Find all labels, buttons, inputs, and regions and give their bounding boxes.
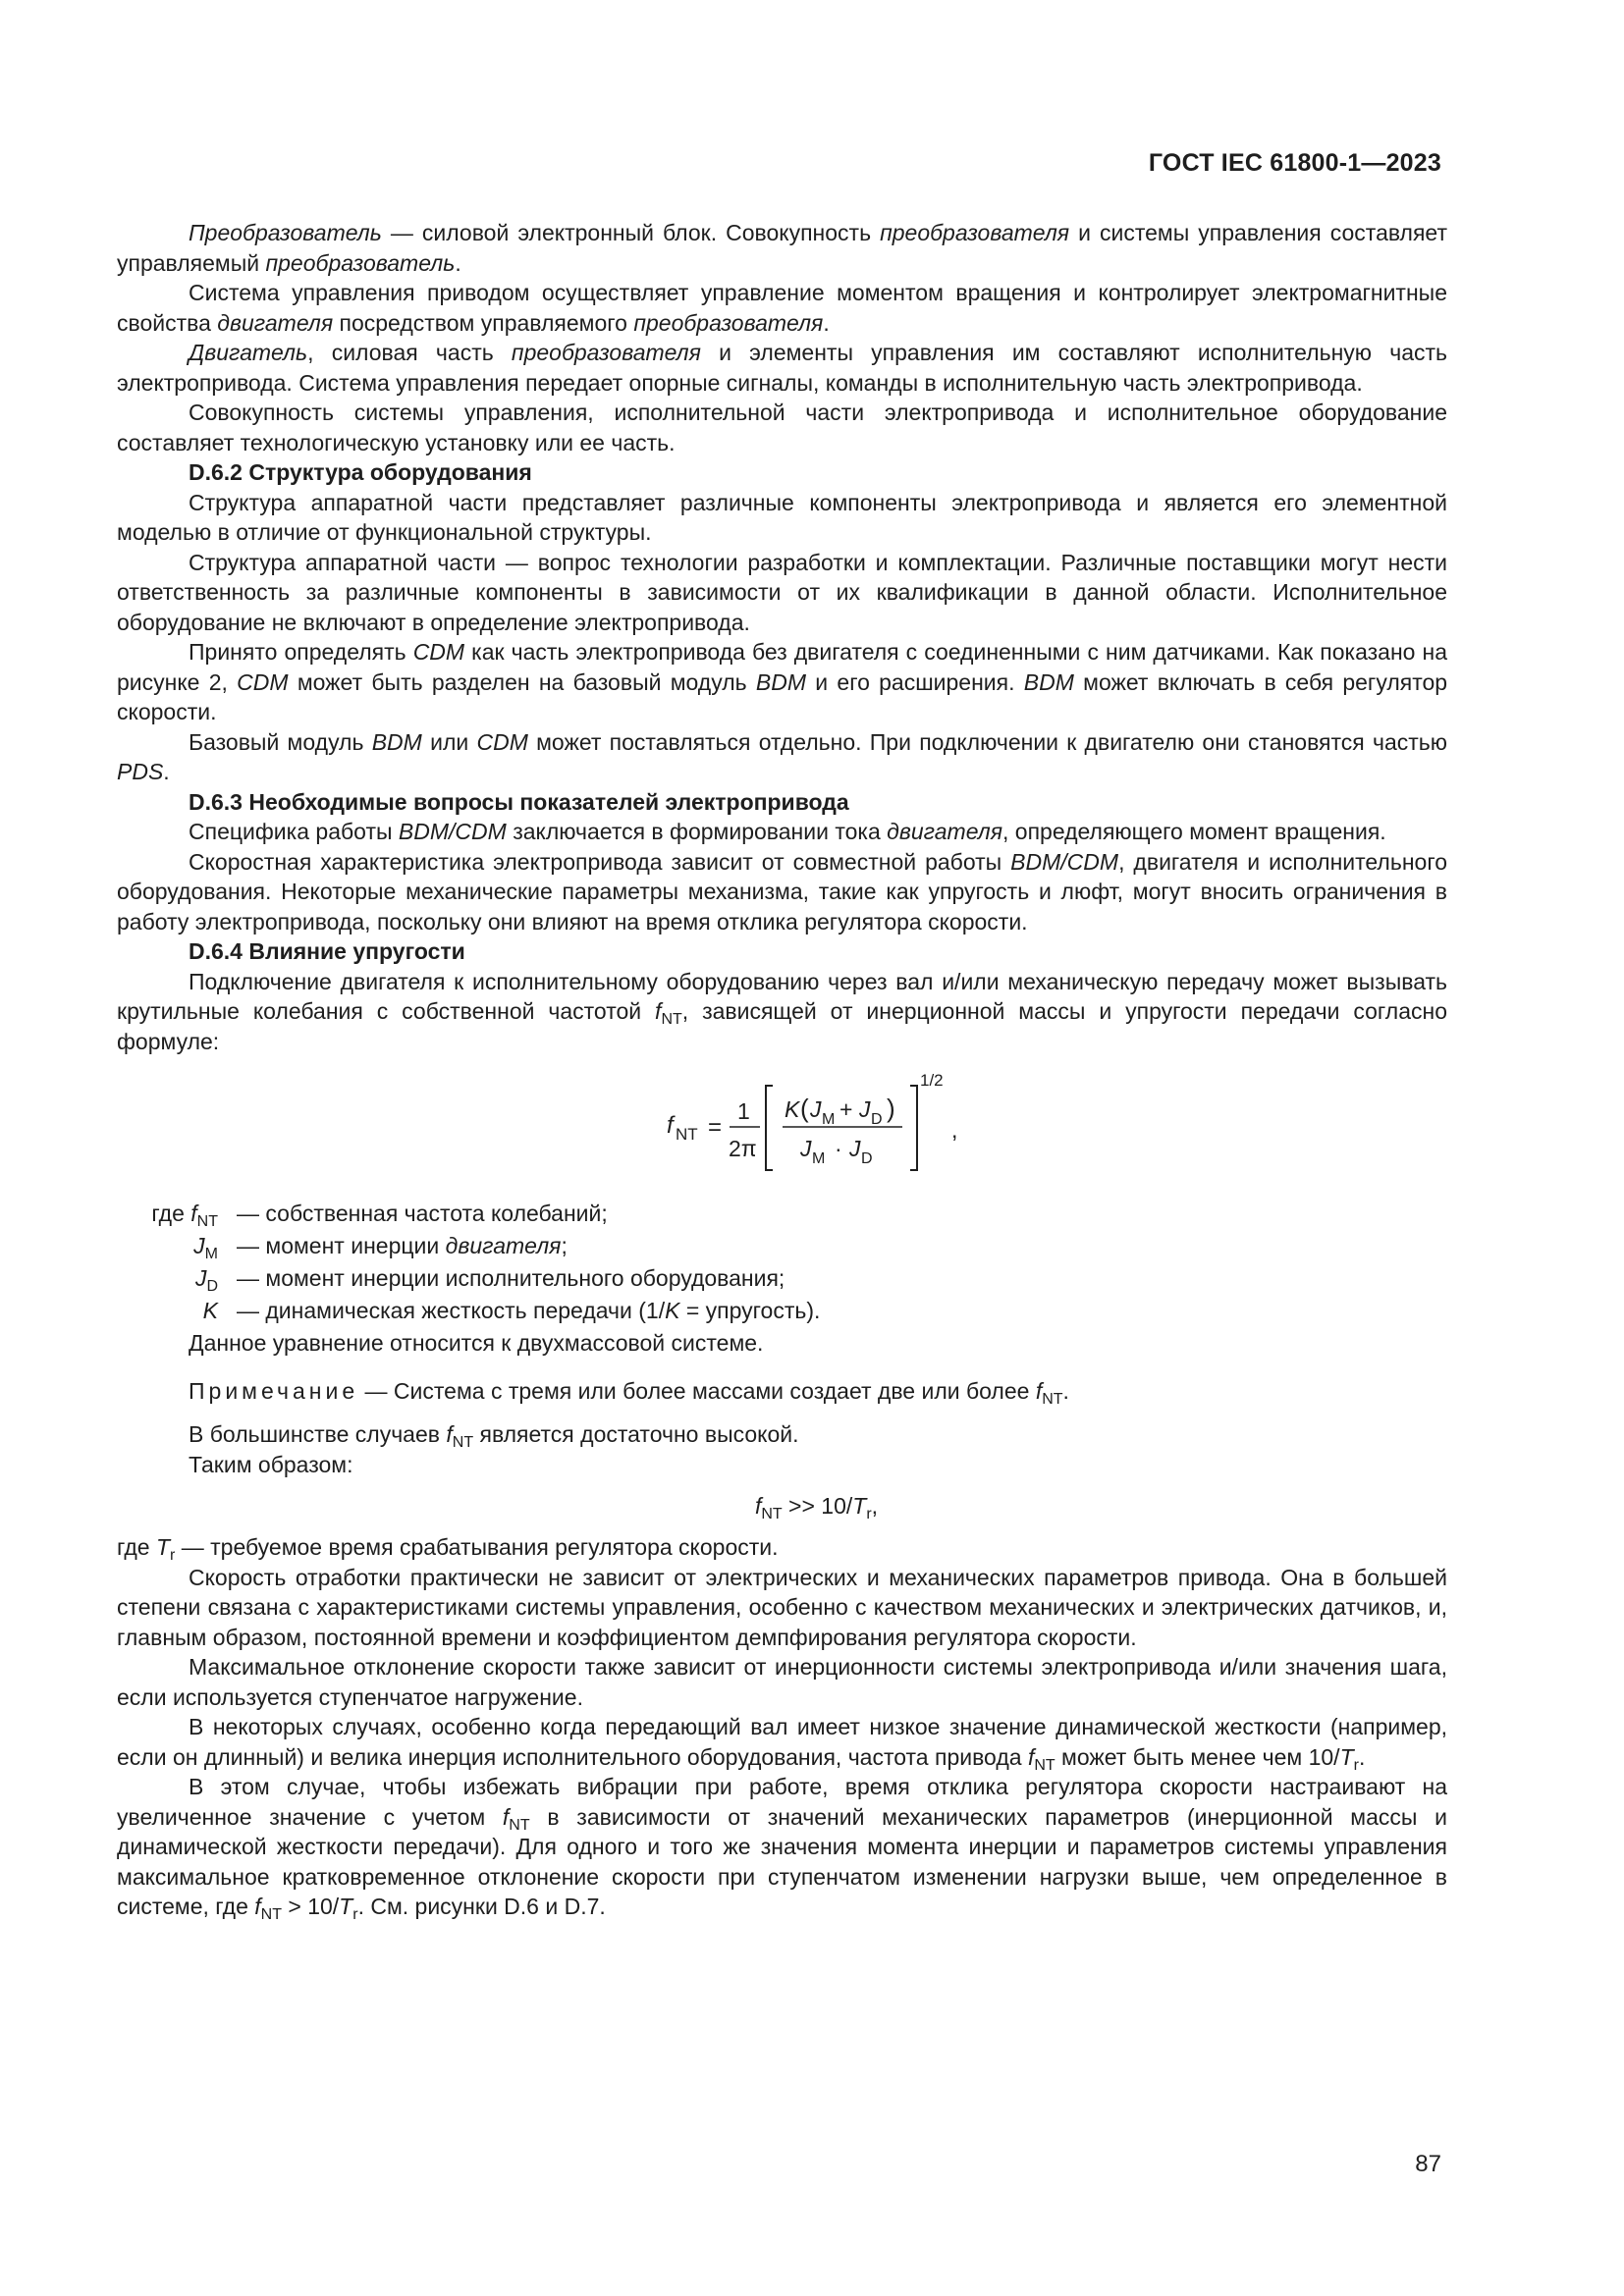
svg-text:M: M — [822, 1111, 836, 1128]
page-number: 87 — [1415, 2151, 1441, 2177]
paragraph: Таким образом: — [189, 1451, 353, 1477]
svg-text:J: J — [859, 1096, 871, 1122]
svg-text:J: J — [810, 1096, 822, 1122]
paragraph: Структура аппаратной части представляет различные компоненты электропривода и является его элементной моделью в отличие от функциональной структуры. — [117, 489, 1447, 545]
paragraph: Система управления приводом осуществляет управление моментом вращения и контролирует электромагнитные свойства двигателя посредством управляемого преобразователя. — [117, 280, 1447, 336]
section-heading: D.6.4 Влияние упругости — [189, 938, 465, 964]
document-header: ГОСТ IEC 61800-1—2023 — [1148, 149, 1441, 177]
formula-f: f — [667, 1112, 674, 1139]
svg-text:D: D — [861, 1150, 873, 1167]
paragraph: Базовый модуль BDM или CDM может поставляться отдельно. При подключении к двигателю они становятся частью PDS. — [117, 728, 1448, 784]
svg-text:M: M — [812, 1150, 826, 1167]
paragraph: Данное уравнение относится к двухмассовой системе. — [189, 1330, 764, 1356]
paragraph: Специфика работы BDM/CDM заключается в формировании тока двигателя, определяющего момент вращения. — [189, 819, 1386, 844]
svg-text:J: J — [800, 1136, 812, 1161]
paragraph: В этом случае, чтобы избежать вибрации при работе, время отклика регулятора скорости настраивают на увеличенное значение с учетом $f_{NT}$ в зависимости от значений механических параметров (инерционной массы и динамической жесткости передачи). Для одного и того же значения момента инерции и параметров системы управления максимальное кратковременное отклонение скорости при ступенчатом изменении нагрузки выше, чем определенное в системе, где $f_{NT} > 10/T_r$. См. рисунки D.6 и D.7. — [117, 1774, 1448, 1923]
svg-text:=: = — [708, 1114, 723, 1141]
definition-row: $J_D$ — момент инерции исполнительного оборудования; — [194, 1265, 785, 1295]
formula-svg — [627, 1064, 1040, 1187]
formula-nt: NT — [676, 1125, 698, 1144]
section-heading: D.6.2 Структура оборудования — [189, 459, 532, 485]
paragraph: Максимальное отклонение скорости также зависит от инерционности системы электропривода и/или значения шага, если используется ступенчатое нагружение. — [117, 1654, 1447, 1710]
paragraph: Принято определять CDM как часть электропривода без двигателя с соединенными с ним датчиками. Как показано на рисунке 2, CDM может быть разделен на базовый модуль BDM и его расширения. BDM может включать в себя регулятор скорости. — [117, 639, 1448, 724]
svg-text:,: , — [951, 1117, 958, 1143]
formula-definitions — [117, 1199, 1447, 1328]
paragraph: Скоростная характеристика электропривода зависит от совместной работы BDM/CDM, двигателя и исполнительного оборудования. Некоторые механические параметры механизма, такие как упругость и люфт, могут вносить ограничения в работу электропривода, поскольку они влияют на время отклика регулятора скорости. — [117, 848, 1448, 934]
paragraph: В большинстве случаев $f_{NT}$ является достаточно высокой. — [189, 1421, 799, 1451]
formula-two-pi: 2π — [729, 1136, 757, 1161]
paragraph: В некоторых случаях, особенно когда передающий вал имеет низкое значение динамической жесткости (например, если он длинный) и велика инерция исполнительного оборудования, частота привода $f_{NT}$ может быть менее чем $10/T_r$. — [117, 1714, 1447, 1774]
formula-one: 1 — [737, 1098, 750, 1124]
paragraph: Двигатель, силовая часть преобразователя и элементы управления им составляют исполнительную часть электропривода. Система управления передает опорные сигналы, команды в исполнительную часть электропривода. — [117, 340, 1448, 396]
svg-text:J: J — [849, 1136, 861, 1161]
note: Примечание — Система с тремя или более массами создает две или более $f_{NT}$. — [189, 1377, 1069, 1408]
paragraph: Скорость отработки практически не зависит от электрических и механических параметров привода. Она в большей степени связана с характеристиками системы управления, особенно с качеством механических и электрических датчиков, и, главным образом, постоянной времени и коэффициентом демпфирования регулятора скорости. — [117, 1564, 1447, 1650]
svg-text:K: K — [785, 1096, 800, 1122]
definition-row: K — динамическая жесткость передачи (1/K = упругость). — [202, 1298, 821, 1323]
formula-exponent: 1/2 — [920, 1071, 944, 1090]
document-body — [117, 218, 1447, 1922]
definition-row: $J_M$ — момент инерции двигателя; — [193, 1233, 568, 1262]
paragraph: где $T_r$ — требуемое время срабатывания регулятора скорости. — [117, 1534, 779, 1564]
inequality-formula: $f_{NT} >> 10/T_r$, — [754, 1493, 879, 1522]
paragraph: Подключение двигателя к исполнительному оборудованию через вал и/или механическую передачу может вызывать крутильные колебания с собственной частотой $f_{NT}$, зависящей от инерционной массы и упругости передачи согласно формуле: — [117, 968, 1447, 1054]
paragraph: Преобразователь — силовой электронный блок. Совокупность преобразователя и системы управления составляет управляемый преобразователь. — [117, 220, 1447, 276]
svg-text:(: ( — [800, 1094, 809, 1123]
svg-text:+: + — [839, 1096, 853, 1122]
section-heading: D.6.3 Необходимые вопросы показателей электропривода — [189, 788, 849, 815]
svg-text:): ) — [887, 1094, 895, 1123]
natural-frequency-formula — [117, 1064, 1447, 1187]
paragraph: Структура аппаратной части — вопрос технологии разработки и комплектации. Различные поставщики могут нести ответственность за различные компоненты в зависимости от их квалификации в данной области. Исполнительное оборудование не включают в определение электропривода. — [117, 549, 1447, 635]
svg-text:·: · — [835, 1136, 842, 1161]
svg-text:D: D — [871, 1111, 883, 1128]
paragraph: Совокупность системы управления, исполнительной части электропривода и исполнительное оборудование составляет технологическую установку или ее часть. — [117, 400, 1447, 455]
definition-row: где $f_{NT}$ — собственная частота колебаний; — [151, 1201, 608, 1230]
